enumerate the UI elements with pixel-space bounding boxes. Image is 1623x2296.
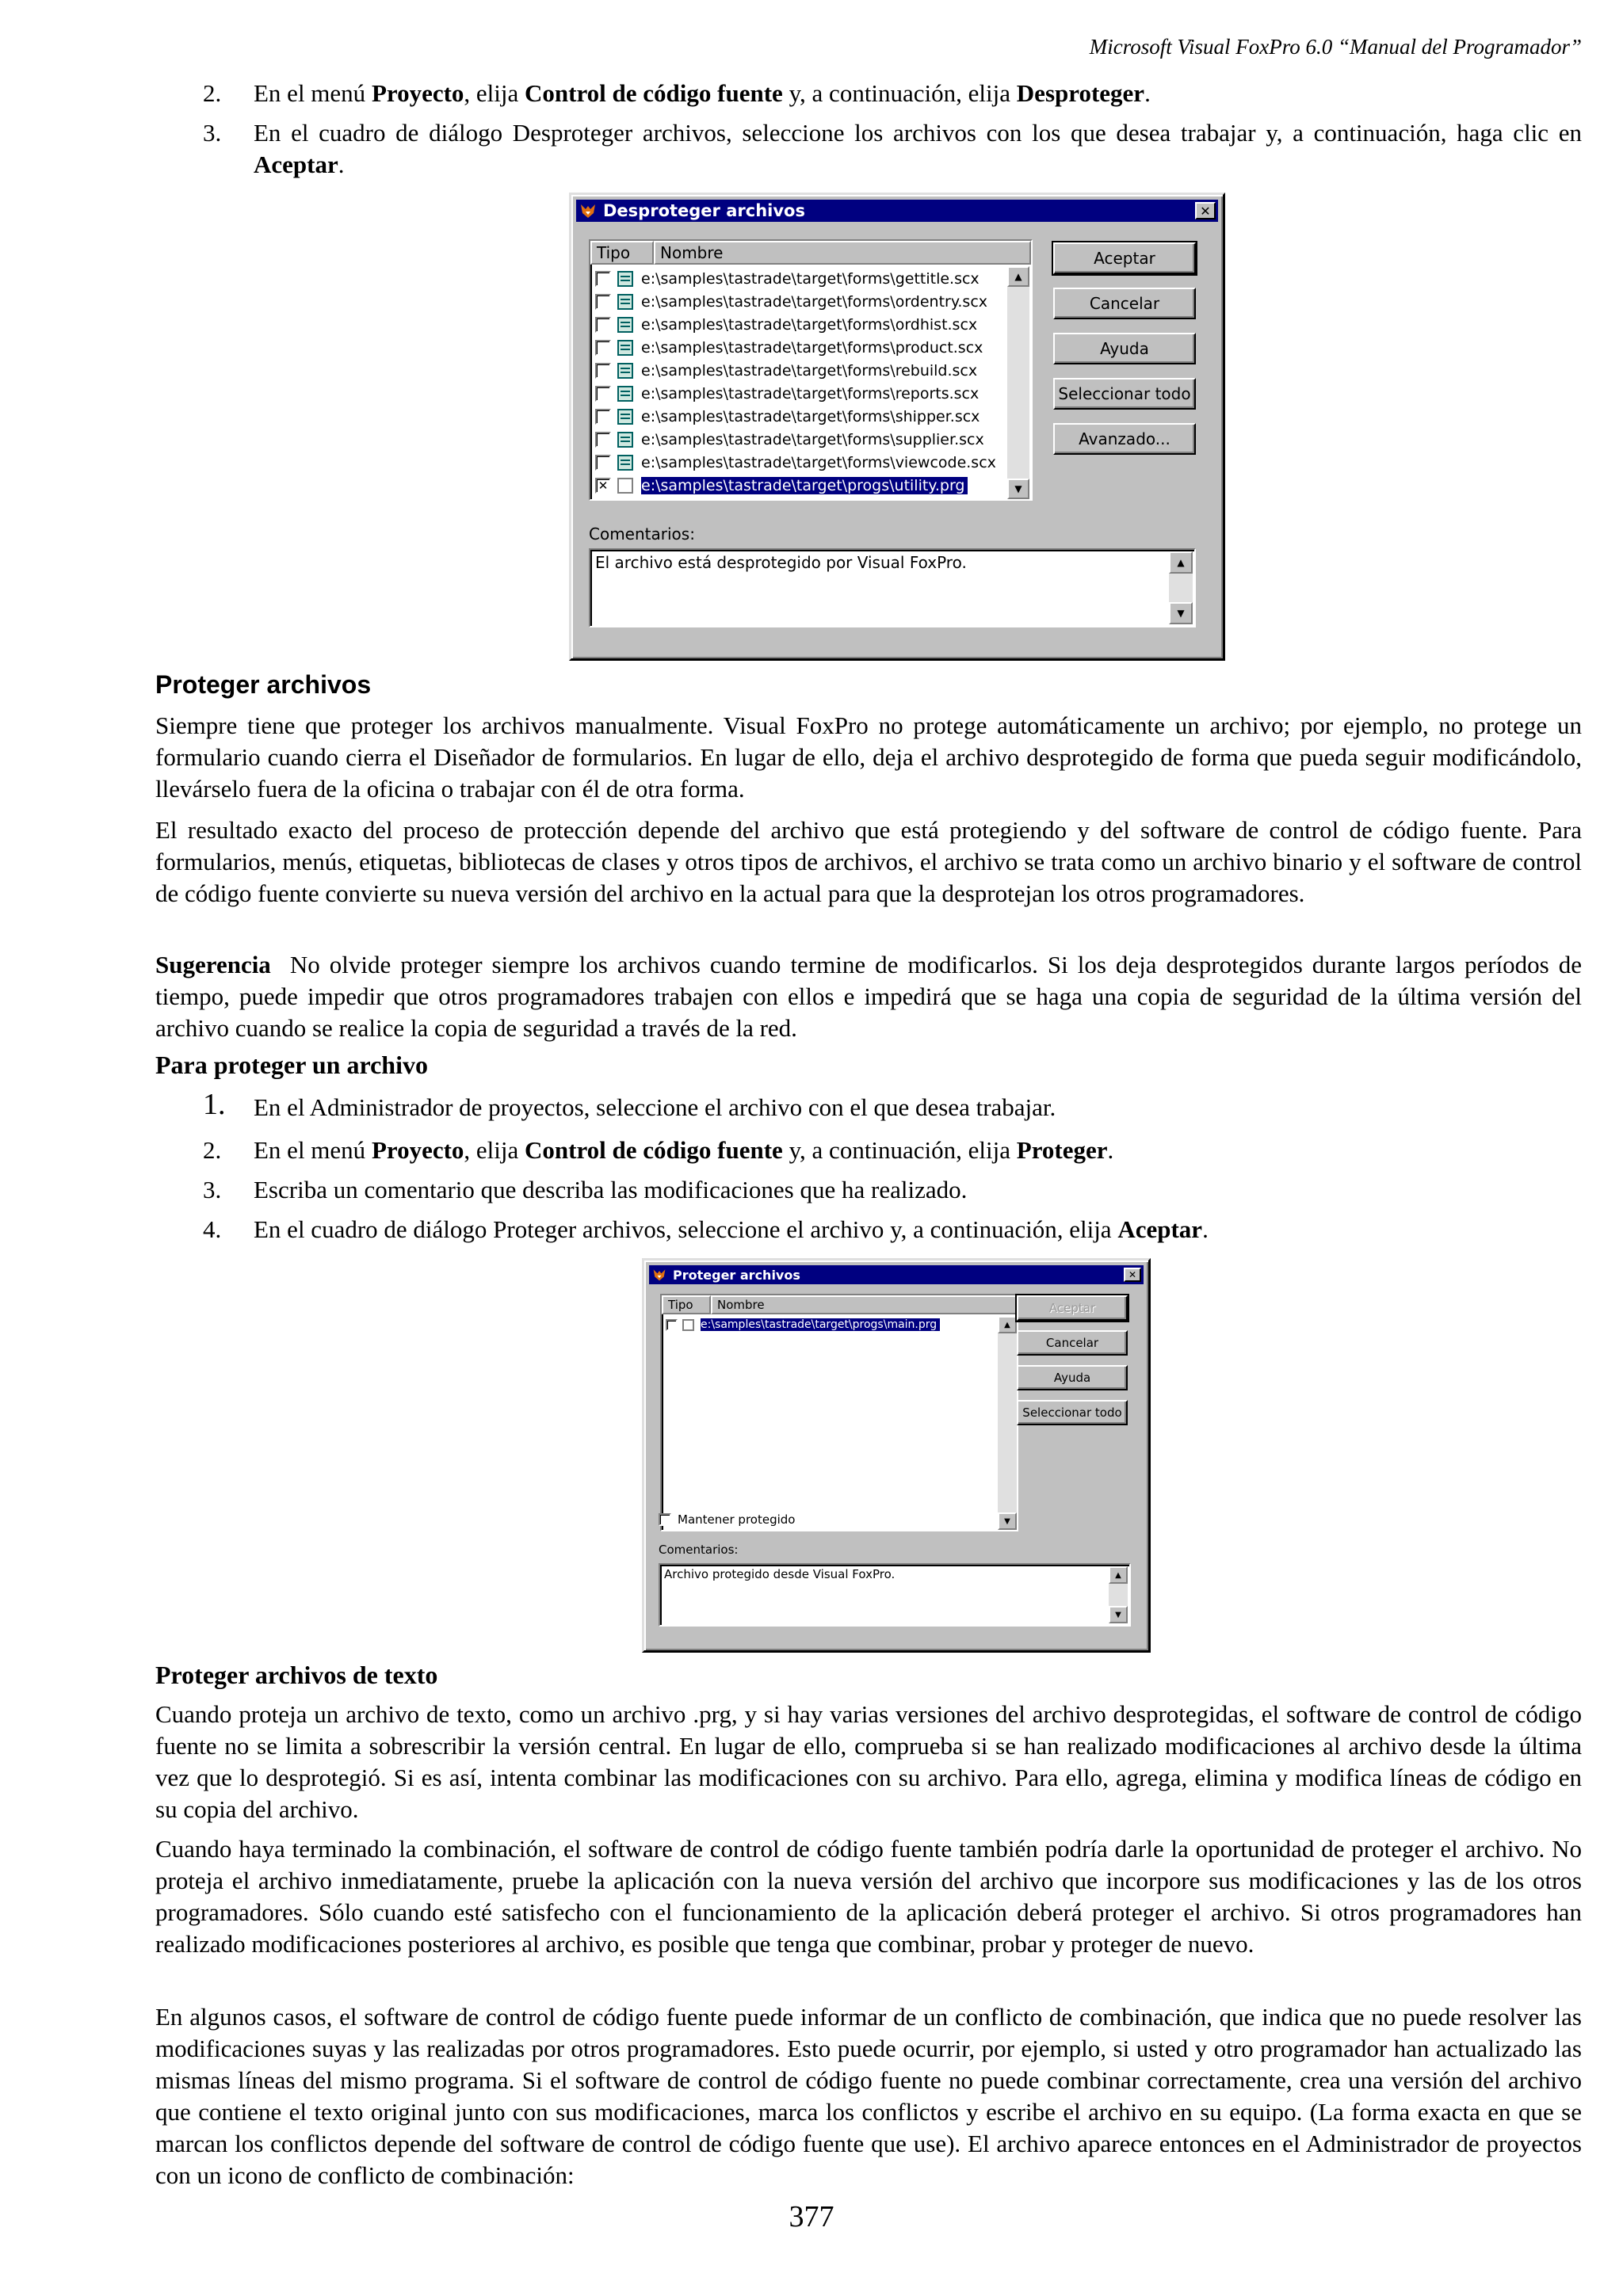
col-header-tipo[interactable]: Tipo	[662, 1295, 711, 1314]
cancelar-button[interactable]: Cancelar	[1053, 288, 1196, 319]
file-path: e:\samples\tastrade\target\forms\supplier.scx	[641, 431, 984, 448]
file-list[interactable]	[589, 239, 1033, 501]
scroll-down-button[interactable]: ▼	[1109, 1606, 1128, 1623]
file-row[interactable]	[595, 475, 968, 497]
file-row[interactable]	[595, 360, 980, 382]
file-path: e:\samples\tastrade\target\forms\ordhist.scx	[641, 316, 978, 334]
file-checkbox[interactable]: ✕	[595, 478, 611, 494]
keep-checked-out-checkbox[interactable]	[659, 1512, 795, 1527]
para-proteger-1: Siempre tiene que proteger los archivos manualmente. Visual FoxPro no protege automáticamente un archivo; por ejemplo, no protege un formulario cuando cierra el Diseñador de formularios. En lugar de ello, deja el archivo desprotegido de forma que pueda seguir modificándolo, llevárselo fuera de la oficina o trabajar con él de otra forma.	[155, 711, 1582, 803]
file-path: e:\samples\tastrade\target\forms\gettitle.scx	[641, 270, 980, 288]
comments-scrollbar[interactable]	[1109, 1566, 1128, 1623]
page-number: 377	[789, 2200, 834, 2233]
file-path: e:\samples\tastrade\target\forms\viewcode.scx	[641, 454, 996, 471]
ayuda-button[interactable]: Ayuda	[1017, 1365, 1128, 1390]
section-title-texto: Proteger archivos de texto	[155, 1661, 438, 1689]
seleccionar-todo-button[interactable]: Seleccionar todo	[1017, 1400, 1128, 1425]
keep-label: Mantener protegido	[678, 1512, 796, 1527]
aceptar-button[interactable]: Aceptar	[1017, 1295, 1128, 1321]
file-path: e:\samples\tastrade\target\progs\main.prg	[701, 1318, 940, 1331]
form-file-icon	[617, 409, 633, 425]
file-row[interactable]	[595, 291, 991, 313]
file-row[interactable]	[595, 452, 999, 474]
file-checkbox[interactable]	[595, 409, 611, 425]
col-header-tipo[interactable]: Tipo	[590, 241, 654, 265]
dialog-desproteger	[569, 193, 1225, 661]
proc-step-2: 2. En el menú Proyecto, elija Control de código fuente y, a continuación, elija Proteger.	[203, 1136, 1114, 1164]
step-top-3: 3. En el cuadro de diálogo Desproteger archivos, seleccione los archivos con los que desea trabajar y, a continuación, haga clic en Aceptar.	[203, 119, 1582, 178]
file-path: e:\samples\tastrade\target\forms\rebuild.scx	[641, 362, 978, 379]
page-header: Microsoft Visual FoxPro 6.0 “Manual del Programador”	[1089, 35, 1582, 59]
program-file-icon	[617, 478, 633, 494]
file-path: e:\samples\tastrade\target\progs\utility.prg	[641, 477, 968, 494]
ayuda-button[interactable]: Ayuda	[1053, 333, 1196, 364]
scroll-down-button[interactable]: ▼	[1169, 602, 1193, 624]
dialog-proteger	[642, 1258, 1151, 1653]
para-texto-1: Cuando proteja un archivo de texto, como un archivo .prg, y si hay varias versiones del archivo desprotegidas, el software de control de código fuente no se limita a sobrescribir la versión central. En lugar de ello, comprueba si se han realizado modificaciones al archivo desde la última vez que lo desprotegió. Si es así, intenta combinar las modificaciones con su archivo. Para ello, agrega, elimina y modifica líneas de código en su copia del archivo.	[155, 1700, 1582, 1823]
col-header-nombre[interactable]: Nombre	[654, 241, 1031, 265]
col-header-nombre[interactable]: Nombre	[711, 1295, 1017, 1314]
form-file-icon	[617, 271, 633, 287]
form-file-icon	[617, 294, 633, 310]
file-path: e:\samples\tastrade\target\forms\reports.scx	[641, 385, 980, 402]
scroll-up-button[interactable]: ▲	[1007, 266, 1029, 287]
dialog-title: Proteger archivos	[673, 1267, 800, 1283]
comments-text: El archivo está desprotegido por Visual FoxPro.	[595, 553, 967, 572]
tip-text: No olvide proteger siempre los archivos cuando termine de modificarlos. Si los deja desprotegidos durante largos períodos de tiempo, puede impedir que otros programadores trabajen con ellos e impedirá que se haga una copia de seguridad de la última versión del archivo cuando se realice la copia de seguridad a través de la red.	[155, 951, 1582, 1042]
scroll-down-button[interactable]: ▼	[1007, 479, 1029, 499]
close-button[interactable]: ✕	[1195, 202, 1216, 219]
file-list-scrollbar[interactable]	[998, 1316, 1017, 1530]
dialog-title: Desproteger archivos	[603, 201, 805, 220]
dialog-desproteger-titlebar[interactable]	[576, 200, 1218, 222]
step-top-2: 2. En el menú Proyecto, elija Control de código fuente y, a continuación, elija Desproteger.	[203, 79, 1151, 107]
procedure-title: Para proteger un archivo	[155, 1051, 428, 1079]
fox-icon	[652, 1268, 666, 1282]
file-checkbox[interactable]	[595, 455, 611, 471]
file-row[interactable]	[595, 314, 980, 336]
seleccionar-todo-button[interactable]: Seleccionar todo	[1053, 378, 1196, 410]
file-row[interactable]	[595, 429, 987, 451]
file-row[interactable]	[666, 1317, 940, 1333]
proc-step-1: 1. En el Administrador de proyectos, seleccione el archivo con el que desea trabajar.	[203, 1088, 1056, 1121]
file-checkbox[interactable]	[595, 294, 611, 310]
file-list-scrollbar[interactable]	[1007, 266, 1029, 499]
file-row[interactable]	[595, 406, 983, 428]
file-path: e:\samples\tastrade\target\forms\ordentry.scx	[641, 293, 988, 311]
file-list[interactable]	[660, 1294, 1018, 1531]
scroll-up-button[interactable]: ▲	[998, 1316, 1017, 1333]
file-path: e:\samples\tastrade\target\forms\product.scx	[641, 339, 983, 357]
comments-text: Archivo protegido desde Visual FoxPro.	[664, 1567, 896, 1581]
proc-step-3: 3. Escriba un comentario que describa las modificaciones que ha realizado.	[203, 1176, 968, 1203]
comments-textarea[interactable]	[589, 548, 1196, 627]
section-title-proteger: Proteger archivos	[155, 670, 372, 699]
file-checkbox[interactable]	[595, 363, 611, 379]
form-file-icon	[617, 317, 633, 333]
checkbox[interactable]	[659, 1513, 671, 1526]
form-file-icon	[617, 340, 633, 356]
comments-scrollbar[interactable]	[1169, 551, 1193, 624]
program-file-icon	[682, 1319, 694, 1331]
comments-textarea[interactable]	[659, 1563, 1131, 1627]
tip-label: Sugerencia	[155, 951, 271, 978]
scroll-up-button[interactable]: ▲	[1169, 551, 1193, 574]
fox-icon	[579, 202, 597, 219]
tip-paragraph	[155, 949, 1582, 1044]
aceptar-button[interactable]: Aceptar	[1053, 242, 1196, 274]
form-file-icon	[617, 455, 633, 471]
close-button[interactable]: ✕	[1124, 1268, 1141, 1282]
file-checkbox[interactable]	[595, 317, 611, 333]
cancelar-button[interactable]: Cancelar	[1017, 1330, 1128, 1356]
dialog-proteger-titlebar[interactable]	[649, 1265, 1144, 1284]
comments-label: Comentarios:	[659, 1543, 739, 1557]
para-proteger-2: El resultado exacto del proceso de protección depende del archivo que está protegiendo y del software de control de código fuente. Para formularios, menús, etiquetas, bibliotecas de clases y otros tipos de archivos, el archivo se trata como un archivo binario y el software de control de código fuente convierte su nueva versión del archivo en la actual para que la desprotejan los otros programadores.	[155, 816, 1582, 907]
file-path: e:\samples\tastrade\target\forms\shipper.scx	[641, 408, 980, 425]
file-checkbox[interactable]	[595, 340, 611, 356]
form-file-icon	[617, 386, 633, 402]
para-texto-3: En algunos casos, el software de control de código fuente puede informar de un conflicto de combinación, que indica que no puede resolver las modificaciones suyas y las realizadas por otros programadores. Esto puede ocurrir, por ejemplo, si usted y otro programador han actualizado las mismas líneas del mismo programa. Si el software de control de código fuente no puede combinar correctamente, crea una versión del archivo que contiene el texto original junto con sus modificaciones, marca los conflictos y escribe el archivo en su equipo. (La forma exacta en que se marcan los conflictos depende del software de control de código fuente que use). El archivo aparece entonces en el Administrador de proyectos con un icono de conflicto de combinación:	[155, 2003, 1582, 2189]
file-row[interactable]	[595, 268, 983, 290]
form-file-icon	[617, 363, 633, 379]
avanzado-button[interactable]: Avanzado...	[1053, 423, 1196, 455]
para-texto-2: Cuando haya terminado la combinación, el software de control de código fuente también podría darle la oportunidad de proteger el archivo. No proteja el archivo inmediatamente, pruebe la aplicación con la nueva versión del archivo que incorpore sus modificaciones y las de los otros programadores. Sólo cuando esté satisfecho con el funcionamiento de la aplicación deberá proteger el archivo. Si otros programadores han realizado modificaciones posteriores al archivo, es posible que tenga que combinar, probar y proteger de nuevo.	[155, 1835, 1582, 1958]
scroll-up-button[interactable]: ▲	[1109, 1566, 1128, 1584]
form-file-icon	[617, 432, 633, 448]
file-checkbox[interactable]	[595, 432, 611, 448]
file-checkbox[interactable]	[666, 1319, 678, 1331]
file-checkbox[interactable]	[595, 386, 611, 402]
comments-label: Comentarios:	[589, 524, 695, 543]
file-checkbox[interactable]	[595, 271, 611, 287]
proc-step-4: 4. En el cuadro de diálogo Proteger archivos, seleccione el archivo y, a continuación, elija Aceptar.	[203, 1215, 1209, 1243]
file-row[interactable]	[595, 383, 982, 405]
scroll-down-button[interactable]: ▼	[998, 1512, 1017, 1530]
file-row[interactable]	[595, 337, 986, 359]
